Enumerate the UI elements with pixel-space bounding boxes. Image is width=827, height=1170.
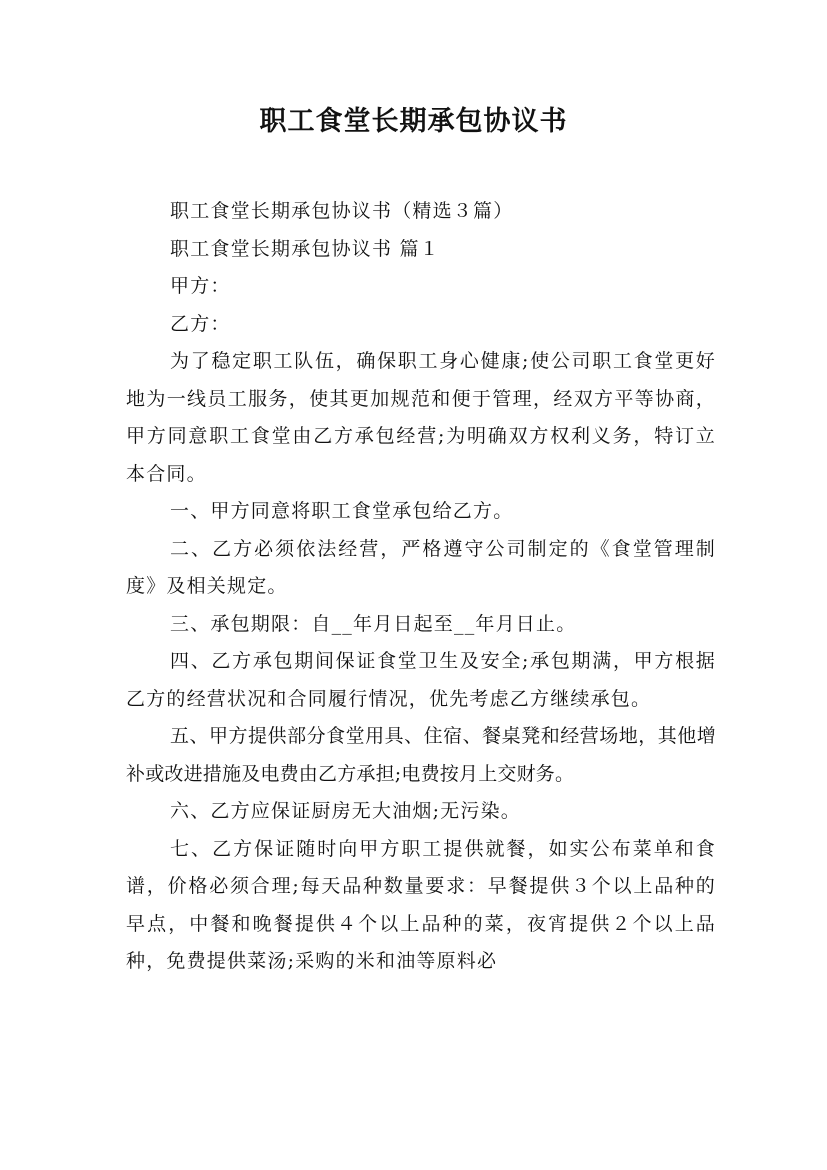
party-a-line: 甲方： (170, 275, 231, 297)
section-heading: 职工食堂长期承包协议书 篇１ (170, 237, 440, 260)
document-body (126, 193, 716, 981)
clause-1: 一、甲方同意将职工食堂承包给乙方。 (170, 500, 514, 522)
clause-2: 二、乙方必须依法经营，严格遵守公司制定的《食堂管理制度》及相关规定。 (126, 537, 716, 597)
preamble-paragraph: 为了稳定职工队伍，确保职工身心健康;使公司职工食堂更好地为一线员工服务，使其更加规范和便于管理，经双方平等协商，甲方同意职工食堂由乙方承包经营;为明确双方权利义务，特订立本合同。 (126, 350, 716, 485)
subtitle-paragraph: 职工食堂长期承包协议书（精选３篇） (170, 200, 514, 222)
clause-7: 七、乙方保证随时向甲方职工提供就餐，如实公布菜单和食谱，价格必须合理;每天品种数量要求：早餐提供３个以上品种的早点，中餐和晚餐提供４个以上品种的菜，夜宵提供２个以上品种，免费提供菜汤;采购的米和油等原料必 (126, 837, 716, 972)
clause-6: 六、乙方应保证厨房无大油烟;无污染。 (170, 800, 522, 822)
clause-3: 三、承包期限：自__年月日起至__年月日止。 (170, 612, 577, 635)
party-b-line: 乙方： (170, 312, 231, 335)
document-title: 职工食堂长期承包协议书 (259, 106, 568, 137)
clause-4: 四、乙方承包期间保证食堂卫生及安全;承包期满，甲方根据乙方的经营状况和合同履行情况，优先考虑乙方继续承包。 (126, 650, 716, 710)
clause-5: 五、甲方提供部分食堂用具、住宿、餐桌凳和经营场地，其他增补或改进措施及电费由乙方承担;电费按月上交财务。 (126, 725, 716, 785)
